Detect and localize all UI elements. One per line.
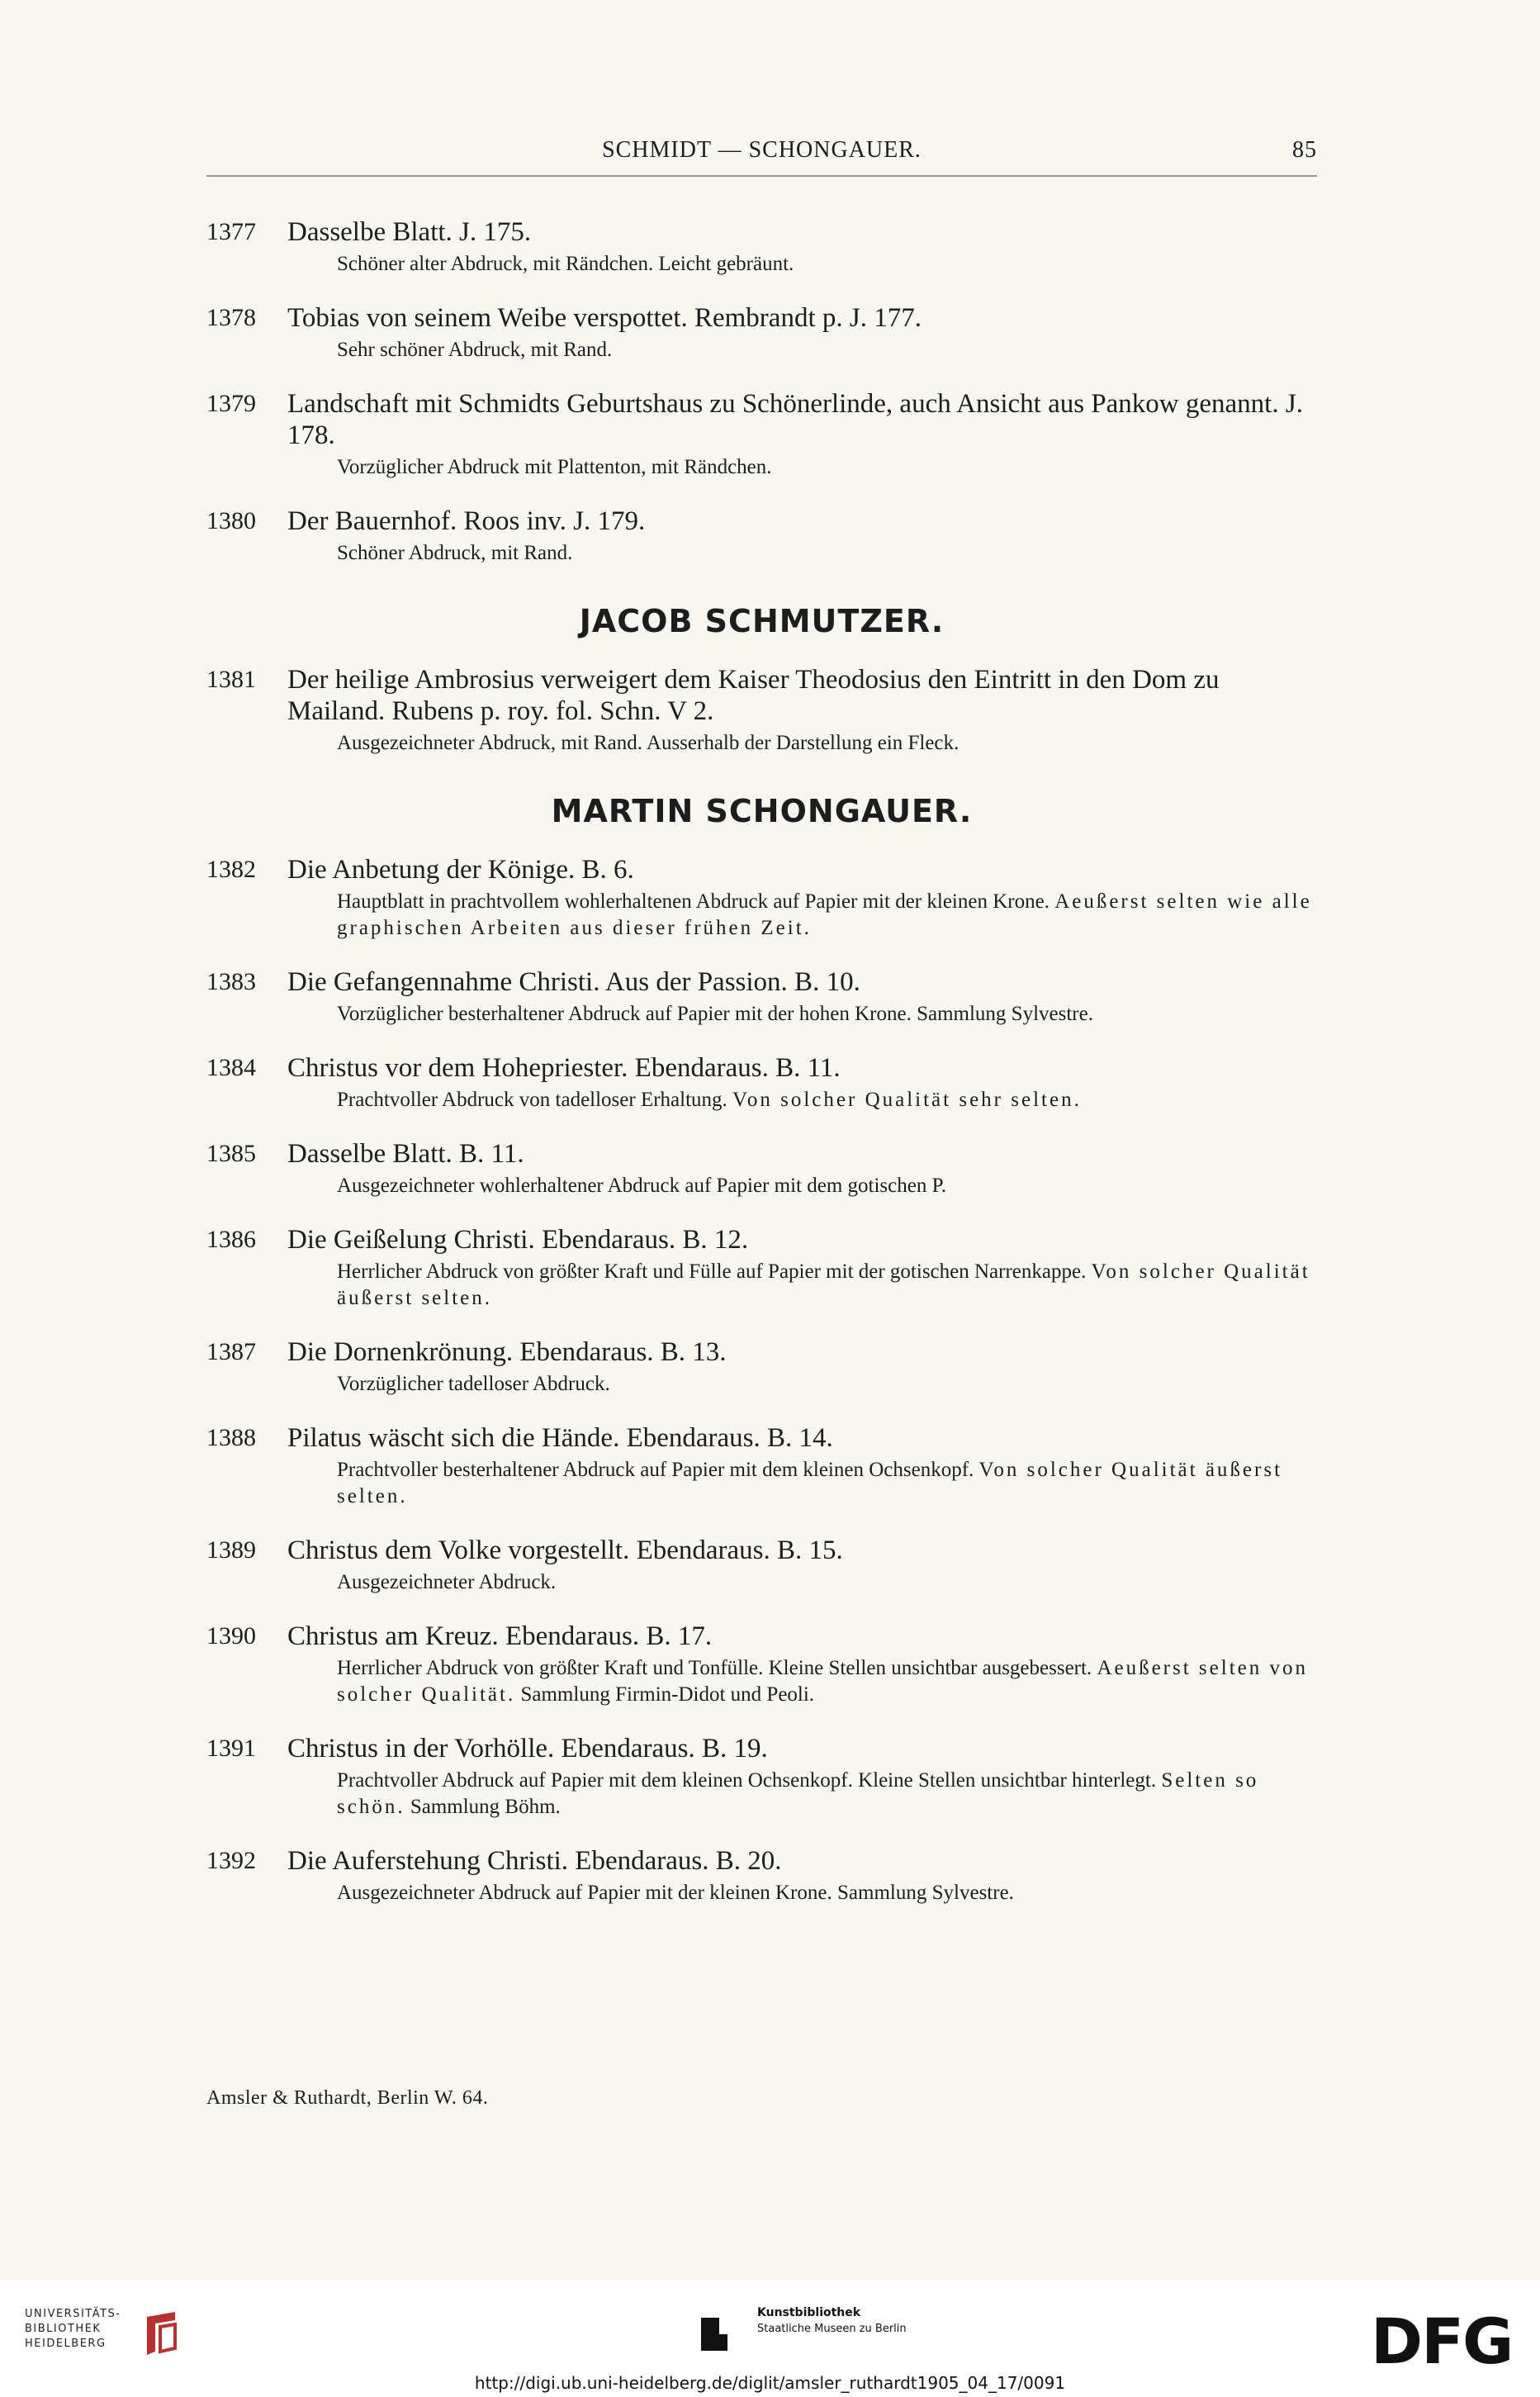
entry-title: Die Auferstehung Christi. Ebendaraus. B. 20. [287, 1846, 782, 1876]
entry-number: 1389 [206, 1536, 256, 1564]
entry-title: Dasselbe Blatt. J. 175. [287, 217, 532, 247]
entry-note-text: Vorzüglicher Abdruck mit Plattenton, mit Rändchen. [337, 456, 772, 478]
entry-group-schongauer [206, 854, 1317, 1906]
entry-note-text: Vorzüglicher tadelloser Abdruck. [337, 1373, 610, 1395]
entry-note-emphasis: Von solcher Qualität äußerst selten. [337, 1459, 1283, 1507]
kunstbibliothek-logo[interactable] [698, 2306, 978, 2361]
entry-note-text: Prachtvoller Abdruck von tadelloser Erhaltung. [337, 1089, 727, 1111]
university-library-logo[interactable] [25, 2307, 198, 2365]
entry-note-text: Hauptblatt in prachtvollem wohlerhaltenen Abdruck auf Papier mit der kleinen Krone. [337, 890, 1050, 913]
entry-title: Christus am Kreuz. Ebendaraus. B. 17. [287, 1621, 713, 1651]
entry-note-text: Herrlicher Abdruck von größter Kraft und Tonfülle. Kleine Stellen unsichtbar ausgebessert. [337, 1657, 1092, 1679]
printer-imprint: Amsler & Ruthardt, Berlin W. 64. [206, 2087, 489, 2109]
catalogue-entry [206, 1845, 1317, 1906]
entry-note [337, 1173, 1317, 1199]
entry-note [337, 454, 1317, 481]
entry-body [287, 1845, 1317, 1906]
entry-number: 1387 [206, 1338, 256, 1365]
entry-note [337, 251, 1317, 278]
entry-note-text: Ausgezeichneter Abdruck, mit Rand. Ausserhalb der Darstellung ein Fleck. [337, 732, 960, 754]
entry-title: Die Anbetung der Könige. B. 6. [287, 855, 634, 885]
entry-number: 1381 [206, 666, 256, 693]
entry-note [337, 1259, 1317, 1312]
catalogue-entry [206, 216, 1317, 278]
entry-title: Die Dornenkrönung. Ebendaraus. B. 13. [287, 1337, 727, 1367]
entry-title: Christus in der Vorhölle. Ebendaraus. B. 19. [287, 1734, 768, 1763]
entry-number: 1377 [206, 218, 256, 245]
catalogue-entry [206, 966, 1317, 1028]
entry-title: Landschaft mit Schmidts Geburtshaus zu Schönerlinde, auch Ansicht aus Pankow genannt. J. 178. [287, 389, 1303, 450]
entry-title: Christus vor dem Hohepriester. Ebendaraus. B. 11. [287, 1053, 841, 1083]
catalogue-entry [206, 506, 1317, 567]
entry-note-emphasis: Von solcher Qualität sehr selten. [732, 1089, 1082, 1111]
entry-body [287, 854, 1317, 942]
entry-title: Die Gefangennahme Christi. Aus der Passion. B. 10. [287, 967, 860, 997]
entry-number: 1378 [206, 304, 256, 331]
entry-number: 1388 [206, 1424, 256, 1451]
entry-number: 1379 [206, 390, 256, 417]
catalogue-entry [206, 1138, 1317, 1199]
entry-note-provenance: Sammlung Firmin-Didot und Peoli. [520, 1683, 815, 1706]
entry-group-schmidt [206, 216, 1317, 567]
header-rule [206, 175, 1317, 177]
entry-note-provenance: Sammlung Böhm. [410, 1796, 561, 1818]
entry-group-schmutzer [206, 664, 1317, 757]
entry-note-text: Ausgezeichneter wohlerhaltener Abdruck auf Papier mit dem gotischen P. [337, 1175, 946, 1197]
entry-note [337, 1880, 1317, 1906]
entry-body [287, 966, 1317, 1028]
entry-title: Dasselbe Blatt. B. 11. [287, 1139, 524, 1169]
entry-number: 1386 [206, 1226, 256, 1253]
entry-number: 1392 [206, 1847, 256, 1874]
entry-note-text: Schöner alter Abdruck, mit Rändchen. Leicht gebräunt. [337, 253, 794, 275]
catalogue-entry [206, 388, 1317, 481]
entry-title: Pilatus wäscht sich die Hände. Ebendaraus. B. 14. [287, 1423, 833, 1453]
entry-note [337, 730, 1317, 757]
entry-note-text: Ausgezeichneter Abdruck. [337, 1571, 557, 1593]
catalogue-entry [206, 1336, 1317, 1398]
entry-number: 1390 [206, 1622, 256, 1649]
entry-number: 1382 [206, 856, 256, 883]
entry-body [287, 1052, 1317, 1113]
entry-note-emphasis: Selten so schön. [337, 1769, 1259, 1818]
page-number: 85 [1292, 137, 1317, 163]
entry-title: Die Geißelung Christi. Ebendaraus. B. 12. [287, 1225, 749, 1255]
entry-note-text: Prachtvoller besterhaltener Abdruck auf Papier mit dem kleinen Ochsenkopf. [337, 1459, 974, 1481]
catalogue-entry [206, 854, 1317, 942]
entry-note [337, 1655, 1317, 1708]
entry-body [287, 506, 1317, 567]
entry-number: 1383 [206, 968, 256, 995]
kunstbibliothek-emblem-icon [698, 2313, 731, 2356]
entry-title: Der Bauernhof. Roos inv. J. 179. [287, 506, 646, 536]
entry-note [337, 1371, 1317, 1398]
catalogue-content [206, 216, 1317, 1931]
university-library-name: UNIVERSITÄTS- BIBLIOTHEK HEIDELBERG [25, 2308, 121, 2350]
permalink-url[interactable]: http://digi.ub.uni-heidelberg.de/diglit/amsler_ruthardt1905_04_17/0091 [474, 2373, 1066, 2393]
section-heading-schongauer: MARTIN SCHONGAUER. [551, 793, 973, 829]
section-heading-schmutzer: JACOB SCHMUTZER. [579, 603, 945, 639]
entry-number: 1391 [206, 1735, 256, 1762]
entry-note [337, 1768, 1317, 1820]
entry-note-text: Herrlicher Abdruck von größter Kraft und Fülle auf Papier mit der gotischen Narrenkappe. [337, 1260, 1087, 1283]
catalogue-entry [206, 1535, 1317, 1596]
entry-title: Christus dem Volke vorgestellt. Ebendaraus. B. 15. [287, 1536, 843, 1565]
entry-body [287, 1336, 1317, 1398]
entry-body [287, 1621, 1317, 1708]
entry-note [337, 1087, 1317, 1113]
entry-number: 1384 [206, 1054, 256, 1081]
entry-note [337, 337, 1317, 363]
entry-note-emphasis: Aeußerst selten von solcher Qualität. [337, 1657, 1308, 1706]
entry-number: 1385 [206, 1140, 256, 1167]
entry-body [287, 664, 1317, 757]
entry-body [287, 1422, 1317, 1510]
entry-body [287, 1733, 1317, 1820]
kunstbibliothek-subtitle: Staatliche Museen zu Berlin [757, 2323, 907, 2335]
catalogue-entry [206, 1621, 1317, 1708]
entry-note-text: Ausgezeichneter Abdruck auf Papier mit der kleinen Krone. Sammlung Sylvestre. [337, 1882, 1014, 1904]
entry-note-text: Sehr schöner Abdruck, mit Rand. [337, 339, 613, 361]
catalogue-entry [206, 1422, 1317, 1510]
entry-note [337, 1569, 1317, 1596]
catalogue-entry [206, 1224, 1317, 1312]
entry-note-text: Vorzüglicher besterhaltener Abdruck auf Papier mit der hohen Krone. Sammlung Sylvestre. [337, 1003, 1093, 1025]
catalogue-entry [206, 664, 1317, 757]
running-head-title: SCHMIDT — SCHONGAUER. [602, 137, 922, 163]
entry-number: 1380 [206, 507, 256, 534]
entry-note-text: Prachtvoller Abdruck auf Papier mit dem kleinen Ochsenkopf. Kleine Stellen unsichtbar hinterlegt. [337, 1769, 1157, 1792]
entry-note-emphasis: Aeußerst selten wie alle graphischen Arbeiten aus dieser frühen Zeit. [337, 890, 1312, 939]
catalogue-entry [206, 302, 1317, 363]
entry-body [287, 1224, 1317, 1312]
dfg-logo[interactable]: DFG [1371, 2304, 1513, 2378]
university-library-emblem-icon [139, 2309, 183, 2358]
entry-title: Tobias von seinem Weibe verspottet. Rembrandt p. J. 177. [287, 303, 922, 333]
entry-body [287, 302, 1317, 363]
entry-body [287, 216, 1317, 278]
entry-body [287, 388, 1317, 481]
entry-note [337, 1457, 1317, 1510]
entry-note [337, 540, 1317, 567]
entry-note-emphasis: Von solcher Qualität äußerst selten. [337, 1260, 1310, 1309]
entry-note [337, 889, 1317, 942]
entry-title: Der heilige Ambrosius verweigert dem Kaiser Theodosius den Eintritt in den Dom zu Mailand. Rubens p. roy. fol. Schn. V 2. [287, 665, 1220, 726]
entry-note [337, 1001, 1317, 1028]
entry-body [287, 1138, 1317, 1199]
catalogue-entry [206, 1733, 1317, 1820]
entry-body [287, 1535, 1317, 1596]
kunstbibliothek-name: Kunstbibliothek [757, 2306, 861, 2319]
entry-note-text: Schöner Abdruck, mit Rand. [337, 542, 573, 564]
running-head [206, 137, 1317, 170]
catalogue-entry [206, 1052, 1317, 1113]
